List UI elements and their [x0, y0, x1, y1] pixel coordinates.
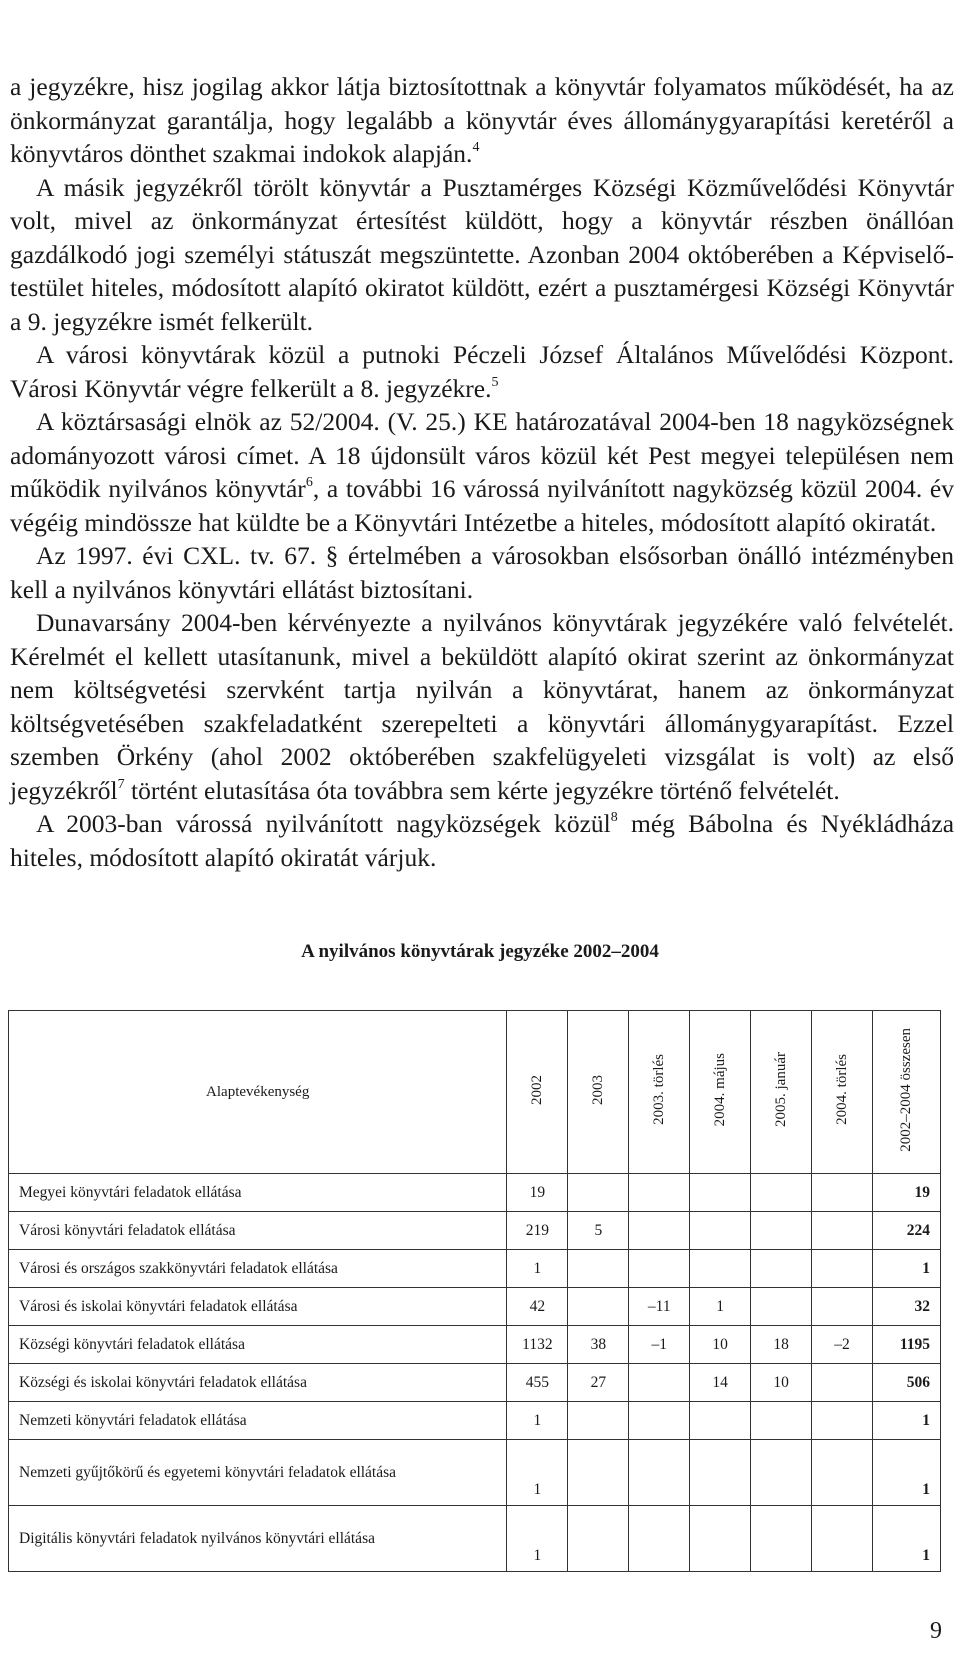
row-activity-name: Községi könyvtári feladatok ellátása [9, 1326, 507, 1364]
row-activity-name: Városi és iskolai könyvtári feladatok ellátása [9, 1288, 507, 1326]
paragraph-text: még Bábolna és Nyékládháza hiteles, módosított alapító okiratát várjuk. [10, 809, 955, 872]
row-activity-name: Városi és országos szakkönyvtári feladatok ellátása [9, 1250, 507, 1288]
table-cell-may2004: 14 [690, 1364, 751, 1402]
table-cell-jan2005 [751, 1212, 812, 1250]
column-header [872, 1011, 940, 1174]
table-cell-del2004: –2 [812, 1326, 873, 1364]
column-header-activity: Alaptevékenység [9, 1011, 507, 1174]
paragraph [10, 405, 954, 539]
table-cell-del2004 [812, 1506, 873, 1572]
paragraph-text: történt elutasítása óta továbbra sem kérte jegyzékre történő felvételét. [124, 775, 840, 805]
footnote-ref: 6 [305, 475, 313, 490]
table-cell-jan2005 [751, 1174, 812, 1212]
table-cell-may2004: 10 [690, 1326, 751, 1364]
table-cell-del2003: –1 [629, 1326, 690, 1364]
column-header-label: 2002 [529, 1074, 546, 1105]
footnote-ref: 4 [472, 140, 480, 155]
row-activity-name: Digitális könyvtári feladatok nyilvános könyvtári ellátása [9, 1506, 507, 1572]
table-cell-c2002: 1 [507, 1402, 568, 1440]
table-cell-jan2005: 10 [751, 1364, 812, 1402]
table-row [9, 1440, 941, 1506]
table-cell-total: 1 [872, 1402, 940, 1440]
column-header-label: 2005. január [773, 1052, 790, 1127]
column-header-label: 2003. törlés [651, 1054, 668, 1125]
table-cell-total: 506 [872, 1364, 940, 1402]
row-activity-name: Nemzeti gyűjtőkörű és egyetemi könyvtári feladatok ellátása [9, 1440, 507, 1506]
table-cell-c2003 [568, 1174, 629, 1212]
paragraph-text: Az 1997. évi CXL. tv. 67. § értelmében a városokban elsősorban önálló intézményben kell a nyilvános könyvtári ellátást biztosítani. [10, 541, 954, 604]
table-cell-total: 1 [872, 1440, 940, 1506]
table-cell-c2002: 19 [507, 1174, 568, 1212]
column-header [629, 1011, 690, 1174]
table-cell-may2004 [690, 1440, 751, 1506]
table-cell-may2004 [690, 1174, 751, 1212]
column-header-label: 2002–2004 összesen [898, 1027, 915, 1152]
table-header-row [9, 1011, 941, 1174]
table-cell-total: 1 [872, 1250, 940, 1288]
column-header [812, 1011, 873, 1174]
table-cell-del2004 [812, 1364, 873, 1402]
table-cell-total: 1 [872, 1506, 940, 1572]
footnote-ref: 7 [117, 776, 125, 792]
table-cell-may2004 [690, 1212, 751, 1250]
table-row [9, 1288, 941, 1326]
table-cell-del2003 [629, 1402, 690, 1440]
table-cell-c2002: 455 [507, 1364, 568, 1402]
table-cell-c2002: 1 [507, 1440, 568, 1506]
column-header-label: 2003 [590, 1074, 607, 1105]
table-cell-c2003 [568, 1402, 629, 1440]
table-cell-del2003 [629, 1506, 690, 1572]
table-cell-del2003 [629, 1174, 690, 1212]
table-cell-c2003: 38 [568, 1326, 629, 1364]
table-cell-del2003: –11 [629, 1288, 690, 1326]
paragraph-text: , a további 16 várossá nyilvánított nagyközség közül 2004. év végéig mindössze hat küldte be a Könyvtári Intézetbe a hiteles, módosított alapító okiratát. [10, 474, 954, 537]
table-cell-del2003 [629, 1250, 690, 1288]
table-row [9, 1506, 941, 1572]
paragraph-text: A 2003-ban várossá nyilvánított nagyközségek közül [36, 809, 611, 838]
table-row [9, 1174, 941, 1212]
table-cell-total: 224 [872, 1212, 940, 1250]
row-activity-name: Nemzeti könyvtári feladatok ellátása [9, 1402, 507, 1440]
table-cell-may2004 [690, 1250, 751, 1288]
table-cell-jan2005 [751, 1506, 812, 1572]
paragraph-text: A köztársasági elnök az 52/2004. (V. 25.) KE határozatával 2004-ben 18 nagyközségnek adományozott városi címet. A 18 újdonsült város közül két Pest megyei településen nem működik nyilvános könyvtár [10, 407, 954, 503]
footnote-ref: 5 [491, 374, 499, 390]
table-cell-total: 32 [872, 1288, 940, 1326]
table-cell-may2004: 1 [690, 1288, 751, 1326]
table-cell-c2003 [568, 1250, 629, 1288]
table-row [9, 1402, 941, 1440]
table-cell-may2004 [690, 1506, 751, 1572]
column-header [751, 1011, 812, 1174]
table-cell-c2003 [568, 1288, 629, 1326]
body-text [10, 70, 954, 874]
table-cell-c2002: 42 [507, 1288, 568, 1326]
row-activity-name: Megyei könyvtári feladatok ellátása [9, 1174, 507, 1212]
table-cell-del2004 [812, 1174, 873, 1212]
table-cell-c2003: 27 [568, 1364, 629, 1402]
table-cell-del2004 [812, 1402, 873, 1440]
page-number: 9 [930, 1618, 942, 1644]
table-cell-may2004 [690, 1402, 751, 1440]
table-cell-del2004 [812, 1288, 873, 1326]
table-cell-del2003 [629, 1440, 690, 1506]
paragraph-text: A másik jegyzékről törölt könyvtár a Pusztamérges Községi Közművelődési Könyvtár volt, mivel az önkormányzat értesítést küldött, hogy a könyvtár részben önállóan gazdálkodó jogi személyi státuszát megszüntette. Azonban 2004 októberében a Képviselő-testület hiteles, módosított alapító okiratot küldött, ezért a pusztamérgesi Községi Könyvtár a 9. jegyzékre ismét felkerült. [10, 172, 954, 336]
paragraph-text: Dunavarsány 2004-ben kérvényezte a nyilvános könyvtárak jegyzékére való felvételét. Kérelmét el kellett utasítanunk, mivel a beküldött alapító okirat szerint az önkormányzat nem költségvetési szervként tartja nyilván a könyvtárat, hanem az önkormányzat költségvetésében szakfeladatként szerepelteti a könyvtári állománygyarapítást. Ezzel szemben Örkény (ahol 2002 októberében szakfelügyeleti vizsgálat is volt) az első jegyzékről [10, 608, 954, 805]
table-cell-del2004 [812, 1440, 873, 1506]
column-header-label: 2004. törlés [834, 1054, 850, 1125]
table-cell-jan2005 [751, 1250, 812, 1288]
table-cell-del2003 [629, 1212, 690, 1250]
table-cell-c2002: 1132 [507, 1326, 568, 1364]
row-activity-name: Községi és iskolai könyvtári feladatok ellátása [9, 1364, 507, 1402]
paragraph-text: a jegyzékre, hisz jogilag akkor látja biztosítottnak a könyvtár folyamatos működését, ha az önkormányzat garantálja, hogy legalább a könyvtár éves állománygyarapítási keretéről a könyvtáros dönthet szakmai indokok alapján. [10, 72, 954, 168]
table-cell-jan2005 [751, 1440, 812, 1506]
table-cell-del2004 [812, 1212, 873, 1250]
paragraph [10, 606, 954, 807]
table-cell-del2004 [812, 1250, 873, 1288]
column-header [568, 1011, 629, 1174]
paragraph [10, 171, 954, 339]
column-header [507, 1011, 568, 1174]
paragraph [10, 338, 954, 405]
table-cell-c2002: 219 [507, 1212, 568, 1250]
table-cell-c2002: 1 [507, 1506, 568, 1572]
table-row [9, 1364, 941, 1402]
table-cell-c2003: 5 [568, 1212, 629, 1250]
column-header-label: 2004. május [712, 1052, 729, 1127]
table-cell-total: 1195 [872, 1326, 940, 1364]
table-cell-jan2005 [751, 1402, 812, 1440]
table-title: A nyilvános könyvtárak jegyzéke 2002–2004 [301, 941, 659, 962]
table-row [9, 1326, 941, 1364]
paragraph [10, 70, 954, 171]
table-row [9, 1212, 941, 1250]
paragraph-text: A városi könyvtárak közül a putnoki Péczeli József Általános Művelődési Központ. Városi Könyvtár végre felkerült a 8. jegyzékre. [10, 340, 954, 403]
table-cell-del2003 [629, 1364, 690, 1402]
library-register-table [8, 1010, 941, 1572]
table-cell-c2002: 1 [507, 1250, 568, 1288]
row-activity-name: Városi könyvtári feladatok ellátása [9, 1212, 507, 1250]
table-cell-c2003 [568, 1440, 629, 1506]
footnote-ref: 8 [610, 810, 618, 825]
table-row [9, 1250, 941, 1288]
table-cell-jan2005: 18 [751, 1326, 812, 1364]
paragraph [10, 539, 954, 606]
column-header [690, 1011, 751, 1174]
table-cell-jan2005 [751, 1288, 812, 1326]
paragraph [10, 807, 954, 874]
table-cell-total: 19 [872, 1174, 940, 1212]
table-cell-c2003 [568, 1506, 629, 1572]
